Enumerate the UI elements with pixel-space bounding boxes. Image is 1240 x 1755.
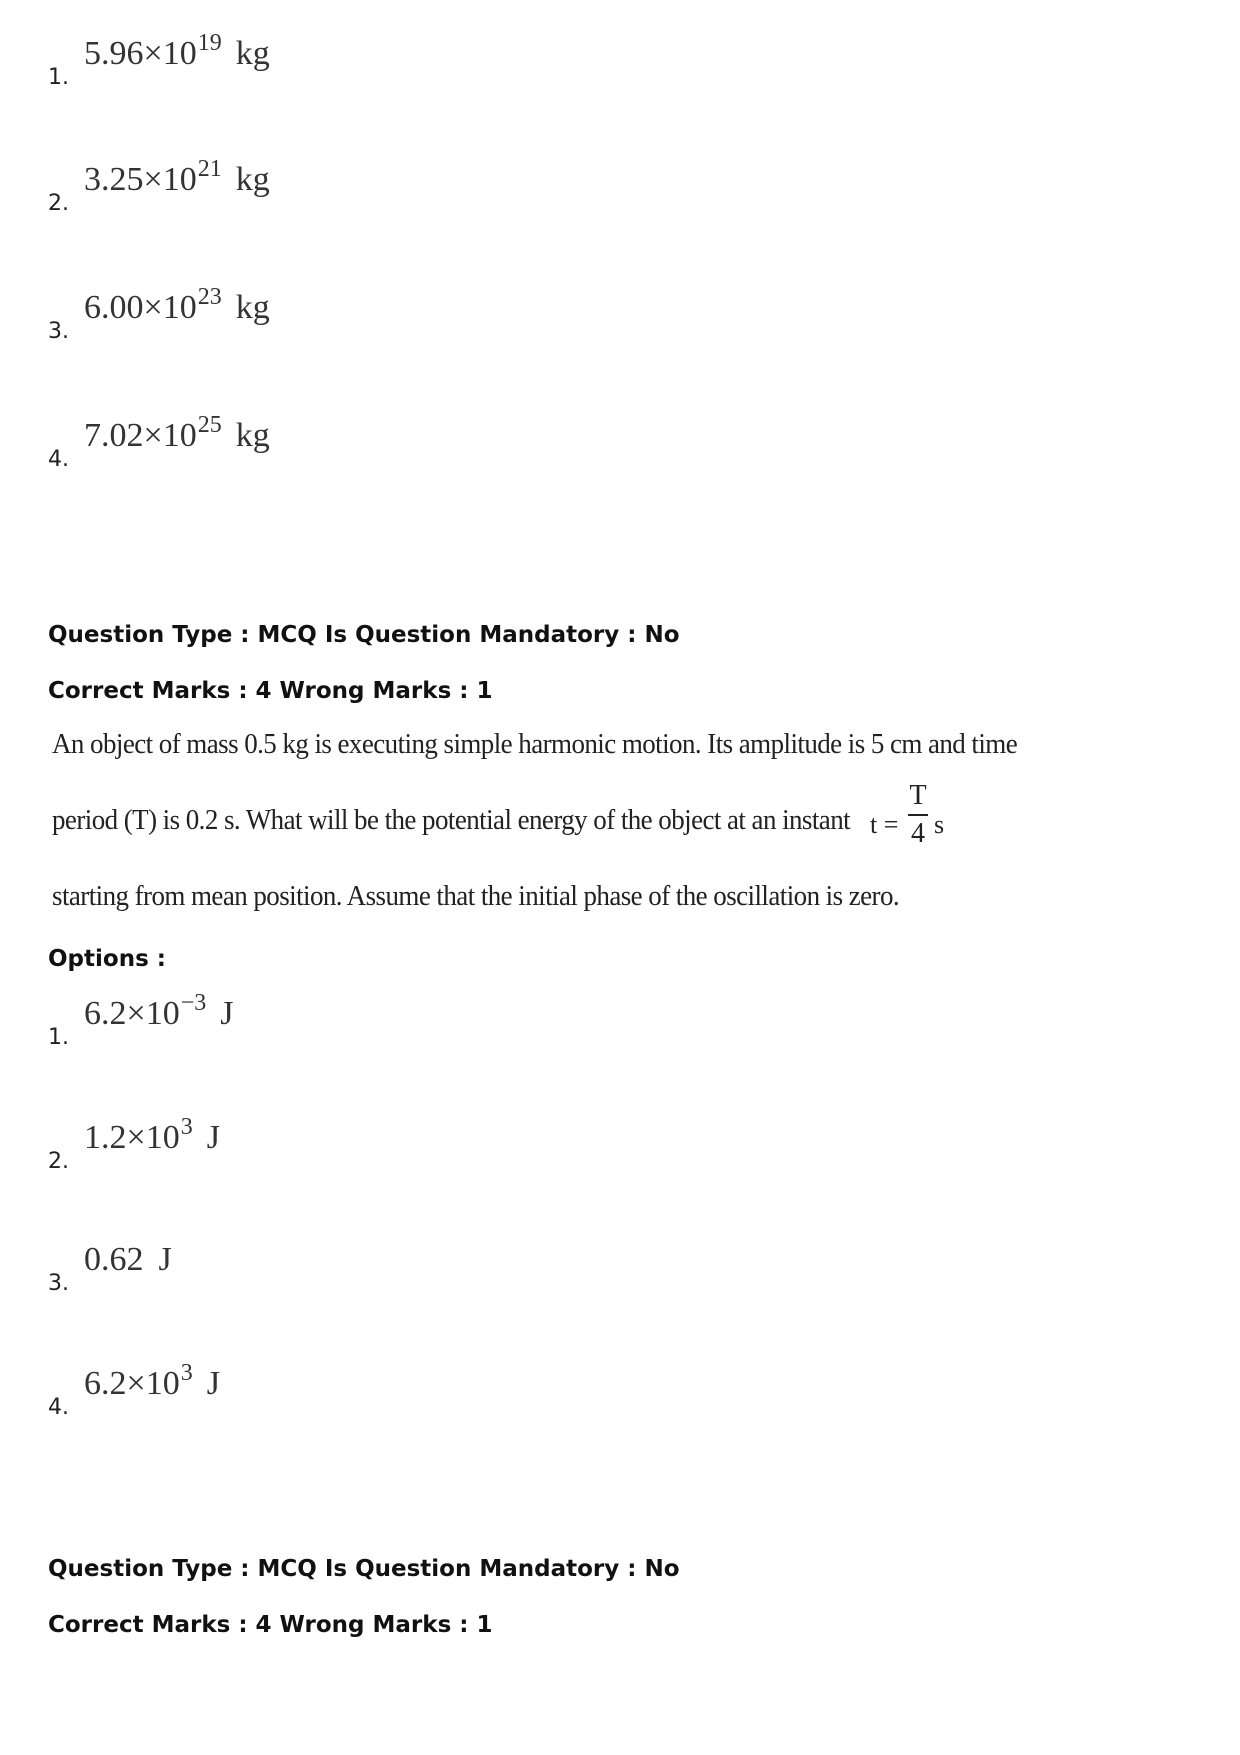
fraction-numerator: T	[909, 780, 927, 811]
option-4	[48, 1360, 648, 1420]
option-number: 3.	[48, 319, 69, 344]
fraction-bar	[908, 814, 928, 816]
option-value: $3.25\times 10^{21}$ kg	[84, 156, 270, 198]
time-unit: s	[934, 810, 945, 839]
time-fraction	[908, 780, 928, 850]
question-text-line: period (T) is 0.2 s. What will be the potential energy of the object at an instant	[52, 804, 851, 836]
question-type-line: Question Type : MCQ Is Question Mandatory : No	[48, 1556, 680, 1582]
options-label: Options :	[48, 946, 166, 972]
question-marks-line: Correct Marks : 4 Wrong Marks : 1	[48, 678, 493, 704]
question-text-line: starting from mean position. Assume that the initial phase of the oscillation is zero.	[52, 880, 900, 912]
option-number: 1.	[48, 65, 69, 90]
option-number: 2.	[48, 191, 69, 216]
option-value: $6.2\times 10^3$ J	[84, 1360, 220, 1402]
option-value: 0.62 J	[84, 1241, 172, 1278]
option-3	[48, 1236, 648, 1296]
question-text-line: An object of mass 0.5 kg is executing simple harmonic motion. Its amplitude is 5 cm and time	[52, 728, 1018, 760]
option-value: $1.2\times 10^3$ J	[84, 1114, 220, 1156]
option-number: 3.	[48, 1271, 69, 1296]
option-number: 4.	[48, 447, 69, 472]
option-value: $6.2\times 10^{-3}$ J	[84, 990, 234, 1032]
question-type-line: Question Type : MCQ Is Question Mandatory : No	[48, 622, 680, 648]
option-number: 1.	[48, 1025, 69, 1050]
prev-option-4	[48, 412, 648, 472]
option-value: $7.02\times 10^{25}$ kg	[84, 412, 270, 454]
question-marks-line: Correct Marks : 4 Wrong Marks : 1	[48, 1612, 493, 1638]
fraction-denominator: 4	[911, 818, 925, 849]
option-number: 4.	[48, 1395, 69, 1420]
prev-option-1	[48, 30, 648, 90]
option-value: $5.96\times 10^{19}$ kg	[84, 30, 270, 72]
prev-option-3	[48, 284, 648, 344]
prev-option-2	[48, 156, 648, 216]
option-number: 2.	[48, 1149, 69, 1174]
time-lhs: t =	[870, 810, 899, 839]
option-value: $6.00\times 10^{23}$ kg	[84, 284, 270, 326]
option-2	[48, 1114, 648, 1174]
option-1	[48, 990, 648, 1050]
